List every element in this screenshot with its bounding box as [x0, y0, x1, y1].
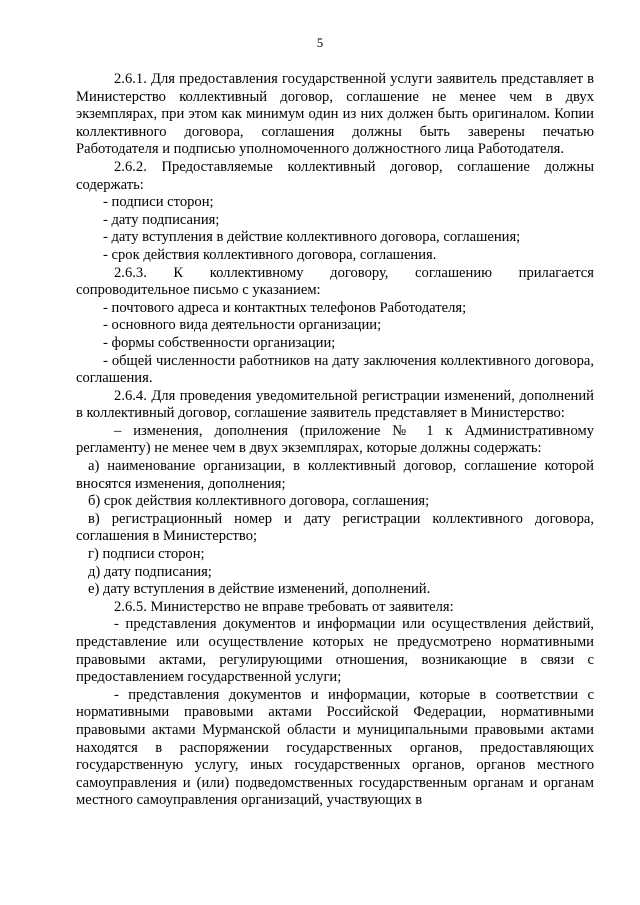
- paragraph: 2.6.4. Для проведения уведомительной регистрации изменений, дополнений в коллективный договор, соглашение заявитель представляет в Министерство:: [76, 387, 594, 422]
- paragraph: г) подписи сторон;: [88, 546, 205, 563]
- paragraph: - представления документов и информации, которые в соответствии с нормативными правовыми актами Российской Федерации, нормативными правовыми актами Мурманской области и муниципальными правовыми актами находятся в распоряжении государственных органов, предоставляющих государственную услугу, иных государственных органов, органов местного самоуправления и (или) подведомственных государственным органам и органам местного самоуправления организаций, участвующих в: [76, 686, 594, 809]
- paragraph: е) дату вступления в действие изменений, дополнений.: [88, 581, 431, 598]
- paragraph: - основного вида деятельности организации;: [103, 317, 382, 334]
- paragraph: - дату подписания;: [103, 211, 220, 228]
- paragraph: - представления документов и информации или осуществления действий, представление или осуществление которых не предусмотрено нормативными правовыми актами, регулирующими отношения, возникающие в связи с предоставлением государственной услуги;: [76, 616, 594, 686]
- document-body: [76, 71, 594, 810]
- paragraph: а) наименование организации, в коллективный договор, соглашение которой вносятся изменения, дополнения;: [76, 458, 594, 492]
- paragraph: 2.6.1. Для предоставления государственной услуги заявитель представляет в Министерство коллективный договор, соглашение не менее чем в двух экземплярах, при этом как минимум один из них должен быть оригиналом. Копии коллективного договора, соглашения должны быть заверены печатью Работодателя и подписью уполномоченного должностного лица Работодателя.: [76, 71, 594, 158]
- paragraph: 2.6.2. Предоставляемые коллективный договор, соглашение должны содержать:: [76, 158, 594, 193]
- paragraph: - формы собственности организации;: [103, 334, 336, 351]
- paragraph: д) дату подписания;: [88, 563, 212, 580]
- paragraph: 2.6.5. Министерство не вправе требовать от заявителя:: [114, 598, 454, 615]
- page-number: 5: [316, 36, 324, 50]
- paragraph: – изменения, дополнения (приложение № 1 к Административному регламенту) не менее чем в двух экземплярах, которые должны содержать:: [76, 422, 594, 457]
- paragraph: в) регистрационный номер и дату регистрации коллективного договора, соглашения в Министерство;: [76, 510, 594, 545]
- paragraph: - подписи сторон;: [103, 194, 214, 211]
- paragraph: - дату вступления в действие коллективного договора, соглашения;: [103, 229, 521, 246]
- paragraph: 2.6.3. К коллективному договору, соглашению прилагается сопроводительное письмо с указанием:: [76, 264, 594, 299]
- paragraph: б) срок действия коллективного договора, соглашения;: [88, 493, 430, 510]
- paragraph: - срок действия коллективного договора, соглашения.: [103, 246, 437, 263]
- paragraph: - общей численности работников на дату заключения коллективного договора, соглашения.: [76, 352, 594, 387]
- paragraph: - почтового адреса и контактных телефонов Работодателя;: [103, 299, 467, 316]
